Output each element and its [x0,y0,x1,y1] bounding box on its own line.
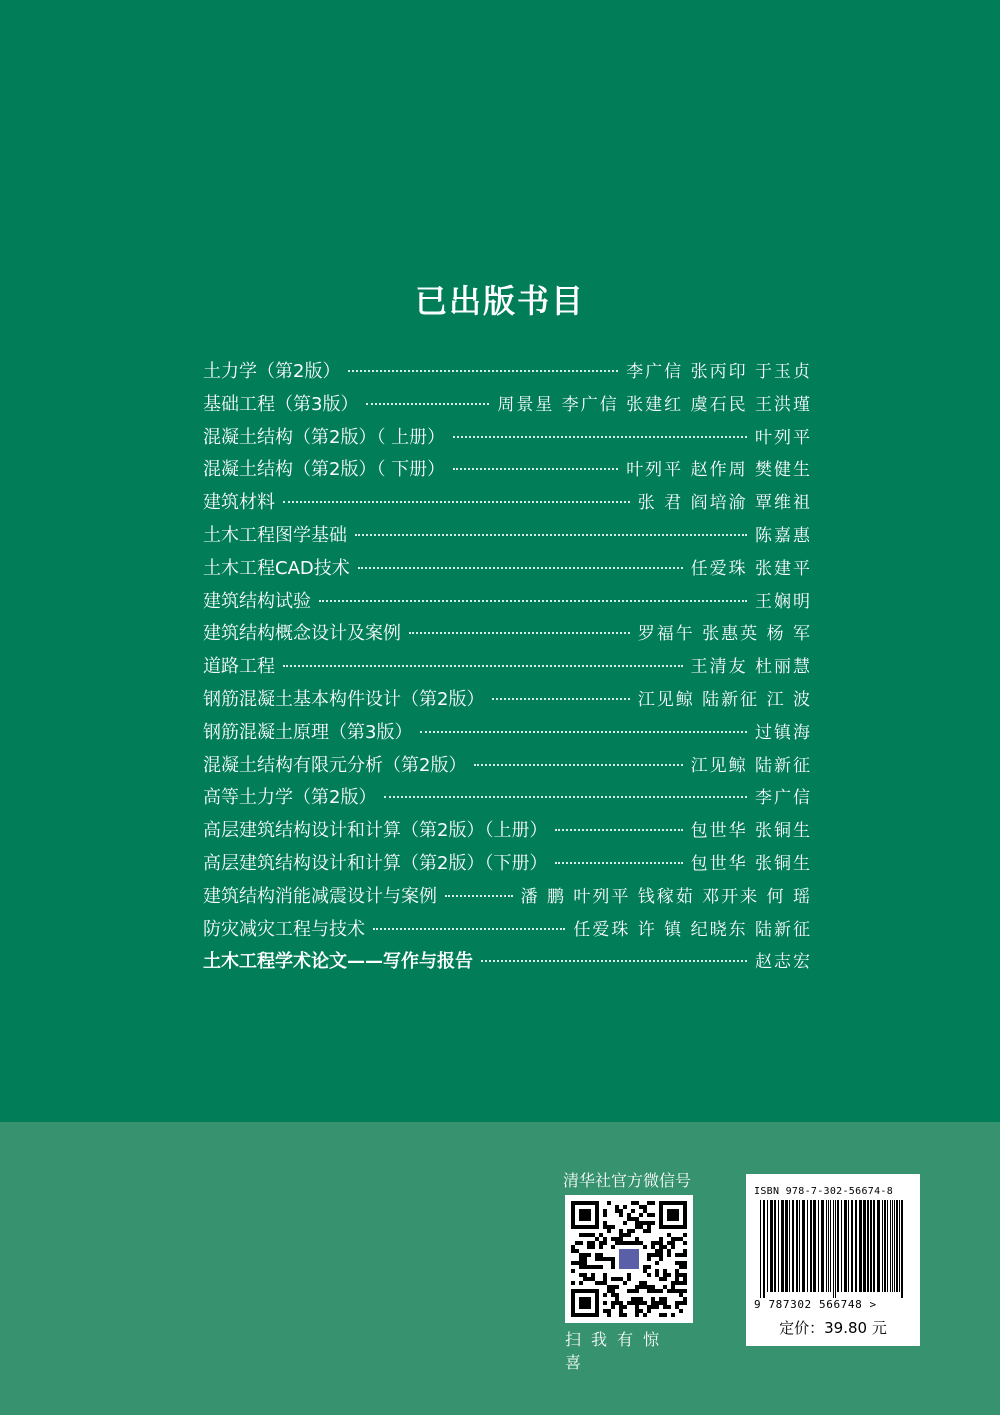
dot-leader [555,862,682,864]
isbn-number: ISBN 978-7-302-56674-8 [754,1186,894,1197]
book-authors: 包世华 张铜生 [690,821,812,842]
dot-leader [420,731,747,733]
book-title: 建筑结构消能减震设计与案例 [203,885,437,907]
book-authors: 王清友 杜丽慧 [690,657,812,678]
dot-leader [283,665,683,667]
dot-leader [492,698,629,700]
dot-leader [445,895,513,897]
qr-code [565,1195,693,1323]
dot-leader [366,403,489,405]
book-authors: 赵志宏 [755,952,812,973]
book-entry [203,422,812,455]
dot-leader [384,796,747,798]
book-title: 土木工程学术论文——写作与报告 [203,951,473,973]
book-authors: 叶列平 [755,427,812,448]
dot-leader [373,928,565,930]
book-title: 防灾减灾工程与技术 [203,918,365,940]
barcode-icon [760,1200,906,1298]
book-authors: 任爱珠 许 镇 纪晓东 陆新征 [573,919,812,940]
book-list [203,356,812,979]
book-authors: 陈嘉惠 [755,525,812,546]
book-authors: 任爱珠 张建平 [690,558,812,579]
book-entry [203,684,812,717]
book-entry [203,553,812,586]
book-title: 道路工程 [203,656,275,678]
dot-leader [348,370,618,372]
book-entry [203,717,812,750]
dot-leader [481,960,747,962]
book-entry [203,389,812,422]
dot-leader [474,764,682,766]
book-entry [203,946,812,979]
book-entry [203,586,812,619]
book-authors: 江见鲸 陆新征 江 波 [637,689,812,710]
book-title: 混凝土结构（第2版）（ 上册） [203,426,446,448]
qr-label: 清华社官方微信号 [563,1171,692,1190]
qr-caption: 扫我有惊喜 [565,1330,670,1372]
dot-leader [319,600,747,602]
book-entry [203,750,812,783]
book-authors: 周景星 李广信 张建红 虞石民 王洪瑾 [497,394,812,415]
book-authors: 包世华 张铜生 [690,853,812,874]
qr-code-icon [571,1201,687,1317]
book-title: 基础工程（第3版） [203,393,359,415]
book-authors: 王娴明 [755,591,812,612]
dot-leader [283,501,630,503]
dot-leader [355,534,747,536]
book-title: 混凝土结构（第2版）（ 下册） [203,459,446,481]
book-authors: 张 君 阎培渝 覃维祖 [637,493,812,514]
barcode-digits: 9 787302 566748 > [754,1298,877,1311]
section-title: 已出版书目 [414,282,585,320]
book-title: 土力学（第2版） [203,361,341,382]
book-entry [203,914,812,947]
book-entry [203,520,812,553]
book-title: 钢筋混凝土原理（第3版） [203,721,413,743]
book-authors: 李广信 [755,788,812,809]
book-title: 混凝土结构有限元分析（第2版） [203,754,467,776]
book-entry [203,487,812,520]
dot-leader [358,567,683,569]
price: 定价：39.80 元 [779,1319,887,1337]
book-entry [203,651,812,684]
book-authors: 江见鲸 陆新征 [690,755,812,776]
book-title: 建筑材料 [203,492,275,514]
book-entry [203,454,812,487]
book-title: 土木工程CAD技术 [203,557,350,579]
book-title: 土木工程图学基础 [203,524,347,546]
book-title: 建筑结构试验 [203,590,311,612]
book-authors: 潘 鹏 叶列平 钱稼茹 邓开来 何 瑶 [520,886,812,907]
book-title: 高等土力学（第2版） [203,787,377,809]
book-authors: 罗福午 张惠英 杨 军 [637,624,812,645]
book-entry [203,881,812,914]
book-title: 高层建筑结构设计和计算（第2版）（上册） [203,820,548,842]
book-entry [203,782,812,815]
book-authors: 叶列平 赵作周 樊健生 [626,460,812,481]
isbn-barcode-box [746,1174,920,1346]
dot-leader [555,829,682,831]
dot-leader [453,468,618,470]
book-entry [203,618,812,651]
book-title: 建筑结构概念设计及案例 [203,623,401,645]
book-title: 高层建筑结构设计和计算（第2版）（下册） [203,852,548,874]
book-authors: 李广信 张丙印 于玉贞 [626,362,812,382]
book-title: 钢筋混凝土基本构件设计（第2版） [203,688,485,710]
dot-leader [453,436,747,438]
book-entry [203,356,812,389]
book-entry [203,815,812,848]
book-authors: 过镇海 [755,722,812,743]
dot-leader [409,632,630,634]
book-entry [203,848,812,881]
